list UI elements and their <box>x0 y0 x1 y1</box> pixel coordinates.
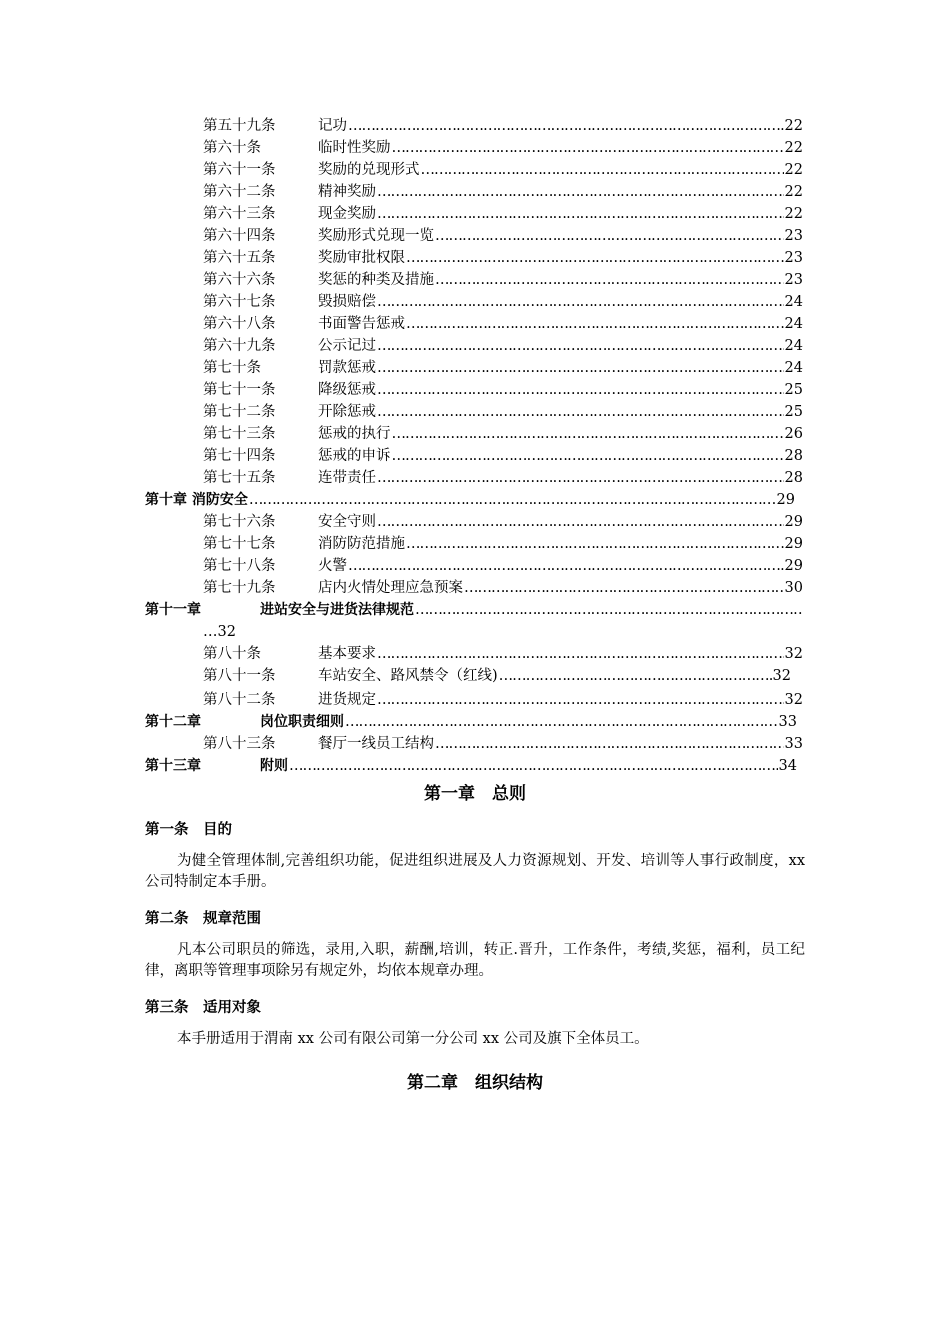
toc-entry-title: 奖励的兑现形式 <box>318 162 420 178</box>
toc-leader <box>377 511 784 533</box>
toc-entry-number: 第六十七条 <box>203 294 276 310</box>
toc-leader <box>249 489 776 511</box>
toc-leader <box>392 423 784 445</box>
toc-entry-page: 22 <box>784 206 803 222</box>
toc-leader <box>377 181 784 203</box>
toc-entry[interactable] <box>203 313 803 335</box>
toc-entry-number: 第七十四条 <box>203 448 276 464</box>
toc-entry-title: 奖惩的种类及措施 <box>318 272 434 288</box>
toc-leader <box>289 755 778 777</box>
toc-entry-title: 开除惩戒 <box>318 404 376 420</box>
toc-entry[interactable] <box>203 335 803 357</box>
toc-entry-page: 22 <box>784 184 803 200</box>
toc-chapter-13[interactable] <box>145 755 797 777</box>
toc-entry-title: 消防防范措施 <box>318 536 405 552</box>
toc-entry[interactable] <box>203 137 803 159</box>
toc-entry[interactable] <box>203 643 803 665</box>
toc-leader <box>377 291 784 313</box>
article-2-text: 凡本公司职员的筛选，录用,入职，薪酬,培训，转正.晋升，工作条件，考绩,奖惩，福利，员工纪律，离职等管理事项除另有规定外，均依本规章办理。 <box>145 942 805 979</box>
toc-leader <box>406 313 784 335</box>
toc-entry-title: 公示记过 <box>318 338 376 354</box>
toc-chapter-12[interactable] <box>145 711 797 733</box>
toc-chapter-page: …32 <box>203 624 236 640</box>
toc-entry-title: 惩戒的申诉 <box>318 448 391 464</box>
toc-leader <box>421 159 784 181</box>
toc-entry-page: 29 <box>784 536 803 552</box>
toc-leader <box>392 445 784 467</box>
toc-chapter-page: 34 <box>778 758 797 774</box>
toc-chapter-title: 岗位职责细则 <box>260 714 344 730</box>
toc-entry-number: 第六十一条 <box>203 162 276 178</box>
toc-leader <box>435 225 784 247</box>
toc-entry-title: 店内火情处理应急预案 <box>318 580 463 596</box>
chapter-2-heading: 第二章 组织结构 <box>407 1073 543 1093</box>
toc-entry[interactable] <box>203 467 803 489</box>
toc-entry-page: 33 <box>784 736 803 752</box>
toc-entry-number: 第六十二条 <box>203 184 276 200</box>
toc-entry-number: 第八十二条 <box>203 692 276 708</box>
toc-leader <box>392 137 784 159</box>
toc-entry-number: 第七十二条 <box>203 404 276 420</box>
toc-entry-title: 安全守则 <box>318 514 376 530</box>
toc-leader <box>377 203 784 225</box>
toc-entry[interactable] <box>203 159 803 181</box>
toc-leader <box>377 401 784 423</box>
article-3-text: 本手册适用于渭南 xx 公司有限公司第一分公司 xx 公司及旗下全体员工。 <box>177 1031 649 1047</box>
toc-entry[interactable] <box>203 291 803 313</box>
toc-entry-page: 25 <box>784 404 803 420</box>
toc-leader <box>348 115 784 137</box>
toc-chapter-number: 第十三章 <box>145 758 201 774</box>
toc-entry-page: 24 <box>784 316 803 332</box>
toc-entry-page: 32 <box>784 692 803 708</box>
toc-entry-page: 32 <box>772 668 791 684</box>
toc-entry-page: 22 <box>784 140 803 156</box>
toc-chapter-10[interactable] <box>145 489 795 511</box>
toc-entry-page: 29 <box>784 558 803 574</box>
toc-entry-title: 奖励审批权限 <box>318 250 405 266</box>
toc-entry[interactable] <box>203 689 803 711</box>
toc-entry[interactable] <box>203 269 803 291</box>
toc-entry-title: 奖励形式兑现一览 <box>318 228 434 244</box>
toc-leader <box>345 711 778 733</box>
toc-entry-title: 现金奖励 <box>318 206 376 222</box>
toc-leader <box>435 733 784 755</box>
toc-entry[interactable] <box>203 247 803 269</box>
toc-entry-number: 第八十一条 <box>203 668 276 684</box>
article-1-text: 为健全管理体制,完善组织功能，促进组织进展及人力资源规划、开发、培训等人事行政制度，xx 公司特制定本手册。 <box>145 853 805 890</box>
toc-entry-number: 第六十九条 <box>203 338 276 354</box>
toc-entry-number: 第七十七条 <box>203 536 276 552</box>
toc-leader <box>348 555 784 577</box>
toc-entry-page: 28 <box>784 470 803 486</box>
toc-leader <box>464 577 784 599</box>
toc-entry-page: 32 <box>784 646 803 662</box>
toc-entry-number: 第六十六条 <box>203 272 276 288</box>
toc-entry-page: 22 <box>784 118 803 134</box>
toc-entry-number: 第六十条 <box>203 140 261 156</box>
toc-entry-number: 第六十四条 <box>203 228 276 244</box>
toc-entry[interactable] <box>203 577 803 599</box>
toc-entry-number: 第七十三条 <box>203 426 276 442</box>
toc-entry-page: 26 <box>784 426 803 442</box>
toc-leader <box>435 269 784 291</box>
toc-entry-title: 惩戒的执行 <box>318 426 391 442</box>
toc-entry-number: 第六十五条 <box>203 250 276 266</box>
toc-entry[interactable] <box>203 733 803 755</box>
toc-chapter-number: 第十一章 <box>145 602 201 618</box>
toc-leader <box>377 689 784 711</box>
toc-entry-number: 第七十五条 <box>203 470 276 486</box>
toc-entry-page: 24 <box>784 294 803 310</box>
toc-leader <box>377 467 784 489</box>
toc-entry-page: 30 <box>784 580 803 596</box>
article-1-title: 第一条 目的 <box>145 822 232 838</box>
toc-entry-page: 28 <box>784 448 803 464</box>
toc-entry[interactable] <box>203 533 803 555</box>
toc-entry-number: 第七十条 <box>203 360 261 376</box>
toc-entry-number: 第七十六条 <box>203 514 276 530</box>
toc-chapter-page: 29 <box>776 492 795 508</box>
toc-chapter-page: 33 <box>778 714 797 730</box>
toc-entry-page: 23 <box>784 228 803 244</box>
toc-entry-page: 25 <box>784 382 803 398</box>
toc-entry-number: 第八十三条 <box>203 736 276 752</box>
toc-leader <box>377 335 784 357</box>
toc-entry-page: 24 <box>784 360 803 376</box>
toc-entry-title: 罚款惩戒 <box>318 360 376 376</box>
toc-entry[interactable] <box>203 203 803 225</box>
toc-entry-page: 24 <box>784 338 803 354</box>
toc-entry[interactable] <box>203 379 803 401</box>
toc-entry-title: 基本要求 <box>318 646 376 662</box>
toc-entry[interactable] <box>203 357 803 379</box>
article-3-title: 第三条 适用对象 <box>145 1000 261 1016</box>
toc-entry-title: 毁损赔偿 <box>318 294 376 310</box>
toc-chapter-11[interactable] <box>145 599 805 621</box>
toc-entry-title: 餐厅一线员工结构 <box>318 736 434 752</box>
toc-leader <box>499 665 772 687</box>
article-2-title: 第二条 规章范围 <box>145 911 261 927</box>
toc-entry-title: 记功 <box>318 118 347 134</box>
toc-entry-page: 22 <box>784 162 803 178</box>
toc-entry[interactable] <box>203 181 803 203</box>
toc-entry-title: 书面警告惩戒 <box>318 316 405 332</box>
toc-entry[interactable] <box>203 445 803 467</box>
toc-entry-number: 第五十九条 <box>203 118 276 134</box>
toc-leader <box>377 357 784 379</box>
toc-entry[interactable] <box>203 665 791 687</box>
chapter-1-heading: 第一章 总则 <box>424 784 526 804</box>
toc-entry-number: 第六十三条 <box>203 206 276 222</box>
toc-chapter-title: 进站安全与进货法律规范 <box>260 602 414 618</box>
toc-entry-title: 连带责任 <box>318 470 376 486</box>
toc-entry-title: 临时性奖励 <box>318 140 391 156</box>
toc-entry-number: 第七十九条 <box>203 580 276 596</box>
toc-entry-title: 车站安全、路风禁令（红线) <box>318 668 498 684</box>
toc-entry-page: 23 <box>784 250 803 266</box>
toc-entry-page: 23 <box>784 272 803 288</box>
toc-entry-title: 进货规定 <box>318 692 376 708</box>
toc-entry-number: 第七十一条 <box>203 382 276 398</box>
toc-chapter-11-cont <box>203 621 403 643</box>
toc-entry[interactable] <box>203 401 803 423</box>
toc-entry-number: 第八十条 <box>203 646 261 662</box>
toc-leader <box>415 599 804 621</box>
toc-entry-number: 第六十八条 <box>203 316 276 332</box>
toc-entry[interactable] <box>203 423 803 445</box>
toc-leader <box>406 247 784 269</box>
toc-entry-title: 降级惩戒 <box>318 382 376 398</box>
toc-entry-page: 29 <box>784 514 803 530</box>
toc-entry-title: 精神奖励 <box>318 184 376 200</box>
toc-leader <box>377 379 784 401</box>
toc-chapter-title: 附则 <box>260 758 288 774</box>
toc-leader <box>406 533 784 555</box>
toc-entry[interactable] <box>203 115 803 137</box>
toc-entry[interactable] <box>203 225 803 247</box>
toc-chapter-label: 第十章 消防安全 <box>145 492 248 508</box>
toc-leader <box>377 643 784 665</box>
toc-entry[interactable] <box>203 555 803 577</box>
toc-entry[interactable] <box>203 511 803 533</box>
toc-entry-number: 第七十八条 <box>203 558 276 574</box>
toc-entry-title: 火警 <box>318 558 347 574</box>
toc-chapter-number: 第十二章 <box>145 714 201 730</box>
